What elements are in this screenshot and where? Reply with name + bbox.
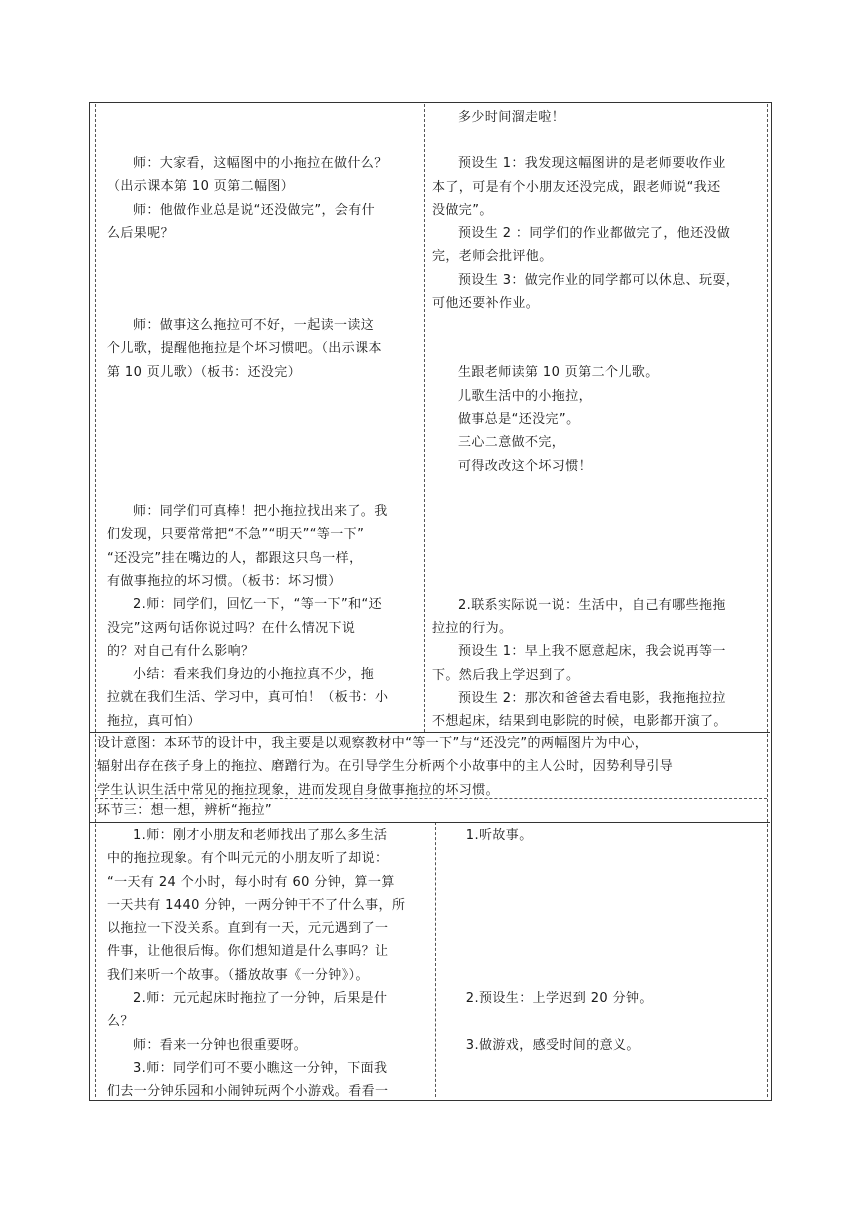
column-divider	[424, 104, 425, 732]
paragraph: 么后果呢？	[107, 225, 175, 241]
paragraph: 生跟老师读第 10 页第二个儿歌。	[458, 365, 659, 381]
paragraph: 预设生 2 ：同学们的作业都做完了，他还没做	[458, 226, 731, 242]
paragraph: 儿歌生活中的小拖拉，	[458, 388, 593, 404]
paragraph: 小结：看来我们身边的小拖拉真不少，拖	[133, 667, 375, 683]
table-border	[95, 104, 96, 1097]
paragraph: 做事总是“还没完”。	[458, 411, 580, 427]
paragraph: 可他还要补作业。	[432, 296, 540, 312]
paragraph: 不想起床，结果到电影院的时候，电影都开演了。	[432, 714, 727, 730]
paragraph: 设计意图：本环节的设计中，我主要是以观察教材中“等一下”与“还没完”的两幅图片为中心，	[97, 736, 649, 751]
paragraph: 没完”这两句话你说过吗？在什么情况下说	[107, 620, 356, 636]
paragraph: 没做完”。	[432, 202, 493, 218]
paragraph: 1.师：刚才小朋友和老师找出了那么多生活	[133, 828, 388, 843]
paragraph: 3.做游戏，感受时间的意义。	[465, 1037, 640, 1053]
paragraph: 件事，让他很后悔。你们想知道是什么事吗？让	[107, 944, 389, 960]
paragraph: 们去一分钟乐园和小闹钟玩两个小游戏。看看一	[107, 1084, 389, 1100]
paragraph: （出示课本第 10 页第二幅图）	[107, 179, 295, 195]
paragraph: 个儿歌，提醒他拖拉是个坏习惯吧。（出示课本	[107, 341, 382, 357]
paragraph: 完，老师会批评他。	[432, 249, 553, 265]
paragraph: 一天共有 1440 分钟，一两分钟干不了什么事，所	[107, 897, 406, 913]
paragraph: 下。然后我上学迟到了。	[432, 667, 580, 683]
paragraph: 以拖拉一下没关系。直到有一天，元元遇到了一	[107, 921, 389, 937]
paragraph: 2.师：元元起床时拖拉了一分钟，后果是什	[133, 991, 388, 1007]
paragraph: 本了，可是有个小朋友还没完成，跟老师说“我还	[432, 179, 721, 195]
paragraph: 2.预设生：上学迟到 20 分钟。	[465, 991, 653, 1007]
paragraph: 第 10 页儿歌）（板书：还没完）	[107, 364, 302, 380]
paragraph: 预设生 3：做完作业的同学都可以休息、玩耍，	[458, 272, 740, 288]
paragraph: 中的拖拉现象。有个叫元元的小朋友听了却说：	[107, 851, 389, 867]
paragraph: 师：他做作业总是说“还没做完”，会有什	[133, 202, 376, 218]
column-divider	[435, 822, 436, 1097]
paragraph: 的？对自己有什么影响？	[107, 643, 255, 659]
paragraph: 预设生 1：我发现这幅图讲的是老师要收作业	[458, 156, 726, 172]
paragraph: 师：大家看，这幅图中的小拖拉在做什么？	[133, 156, 388, 171]
paragraph: 预设生 2：那次和爸爸去看电影，我拖拖拉拉	[458, 691, 726, 707]
paragraph: 师：做事这么拖拉可不好，一起读一读这	[133, 318, 375, 334]
paragraph: 学生认识生活中常见的拖拉现象，进而发现自身做事拖拉的坏习惯。	[97, 782, 500, 798]
paragraph: 拉就在我们生活、学习中，真可怕！（板书：小	[107, 690, 389, 706]
student-column-upper	[432, 106, 766, 734]
paragraph: “还没完”挂在嘴边的人，都跟这只鸟一样，	[107, 550, 363, 566]
paragraph: 多少时间溜走啦！	[458, 110, 566, 125]
paragraph: 2.联系实际说一说：生活中，自己有哪些拖拖	[458, 597, 726, 613]
paragraph: 1.听故事。	[465, 828, 533, 843]
paragraph: “一天有 24 个小时，每小时有 60 分钟，算一算	[107, 874, 395, 890]
paragraph: 可得改改这个坏习惯！	[458, 458, 593, 474]
design-intent	[97, 732, 765, 802]
paragraph: 3.师：同学们可不要小瞧这一分钟，下面我	[133, 1060, 388, 1076]
paragraph: 拉拉的行为。	[432, 621, 513, 637]
paragraph: 预设生 1：早上我不愿意起床，我会说再等一	[458, 644, 726, 660]
paragraph: 辐射出存在孩子身上的拖拉、磨蹭行为。在引导学生分析两个小故事中的主人公时，因势利导引导	[97, 759, 674, 775]
section-title: 环节三：想一想，辨析“拖拉”	[97, 803, 273, 818]
paragraph: 拖拉，真可怕）	[107, 713, 201, 729]
paragraph: 么？	[107, 1014, 134, 1030]
paragraph: 们发现，只要常常把“不急”“明天”“等一下”	[107, 527, 365, 543]
paragraph: 师：同学们可真棒！把小拖拉找出来了。我	[133, 504, 388, 520]
paragraph: 三心二意做不完，	[458, 435, 566, 451]
paragraph: 我们来听一个故事。（播放故事《一分钟》）。	[107, 967, 369, 983]
paragraph: 师：看来一分钟也很重要呀。	[133, 1037, 308, 1053]
teacher-column-lower	[107, 824, 431, 1104]
student-column-lower	[445, 824, 763, 1057]
teacher-column-upper	[107, 152, 419, 733]
paragraph: 2.师：同学们，回忆一下，“等一下”和“还	[133, 597, 383, 613]
table-border	[767, 104, 768, 1097]
paragraph: 有做事拖拉的坏习惯。（板书：坏习惯）	[107, 573, 342, 589]
